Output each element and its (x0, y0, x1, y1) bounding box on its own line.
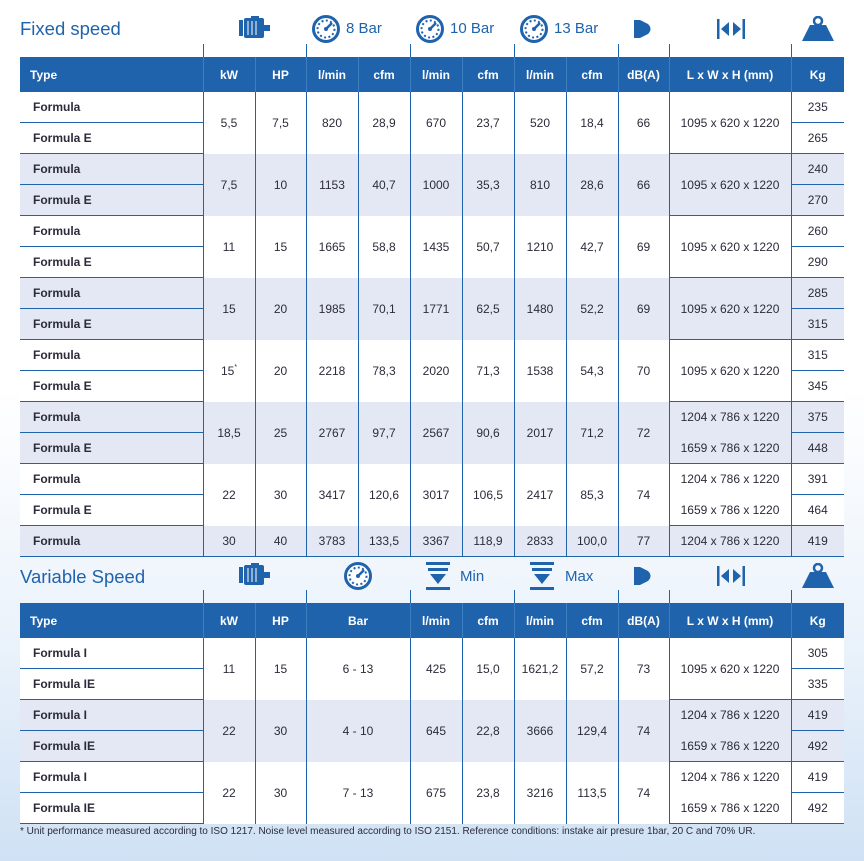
type-cell: Formula I (20, 762, 203, 793)
type-cell: Formula E (20, 309, 203, 340)
weight-cell: 375 (791, 402, 844, 433)
flow-13bar-cell: 1210 (514, 216, 566, 278)
hp-cell: 15 (255, 638, 306, 700)
col-dimensions: L x W x H (mm) (669, 57, 791, 92)
noise-cell: 69 (618, 278, 669, 340)
col-lmin-8bar: l/min (306, 57, 358, 92)
col-lmin-13bar: l/min (514, 57, 566, 92)
cfm-8bar-cell: 58,8 (358, 216, 410, 278)
type-cell: Formula E (20, 123, 203, 154)
cfm-min-cell: 23,8 (462, 762, 514, 824)
flow-max-label: Max (565, 568, 594, 585)
fixed-header-row (20, 57, 844, 92)
col-noise: dB(A) (618, 603, 669, 638)
weight-cell: 305 (791, 638, 844, 669)
table-row (20, 92, 844, 123)
column-separator (203, 590, 204, 603)
flow-max-cell: 1621,2 (514, 638, 566, 700)
dimensions-cell: 1095 x 620 x 1220 (669, 216, 791, 278)
col-type: Type (20, 57, 203, 92)
weight-cell: 260 (791, 216, 844, 247)
flow-8bar-cell: 2767 (306, 402, 358, 464)
dimensions-icon (716, 17, 746, 41)
hp-cell: 7,5 (255, 92, 306, 154)
col-kw: kW (203, 57, 255, 92)
table-row (20, 216, 844, 247)
variable-speed-title: Variable Speed (20, 566, 146, 587)
flow-min-cell: 675 (410, 762, 462, 824)
cfm-10bar-cell: 71,3 (462, 340, 514, 402)
weight-icon (801, 563, 835, 589)
flow-13bar-cell: 520 (514, 92, 566, 154)
col-cfm-13bar: cfm (566, 57, 618, 92)
type-cell: Formula IE (20, 731, 203, 762)
table-row (20, 402, 844, 433)
dimensions-cell: 1204 x 786 x 1220 (669, 464, 791, 495)
type-cell: Formula (20, 464, 203, 495)
flow-13bar-cell: 2017 (514, 402, 566, 464)
type-cell: Formula (20, 154, 203, 185)
table-row (20, 526, 844, 557)
dimensions-cell: 1095 x 620 x 1220 (669, 154, 791, 216)
dimensions-cell: 1095 x 620 x 1220 (669, 638, 791, 700)
cfm-8bar-cell: 120,6 (358, 464, 410, 526)
flow-13bar-cell: 2833 (514, 526, 566, 557)
weight-cell: 285 (791, 278, 844, 309)
cfm-8bar-cell: 97,7 (358, 402, 410, 464)
flow-8bar-cell: 3783 (306, 526, 358, 557)
footnote: * Unit performance measured according to ISO 1217. Noise level measured according to ISO 2151. Reference conditions: instake air presure 1bar, 20 C and 70% UR. (20, 826, 756, 837)
flow-10bar-cell: 2567 (410, 402, 462, 464)
variable-speed-table (20, 603, 844, 824)
weight-cell: 345 (791, 371, 844, 402)
variable-header-row (20, 603, 844, 638)
cfm-8bar-cell: 28,9 (358, 92, 410, 154)
cfm-10bar-cell: 106,5 (462, 464, 514, 526)
kw-cell: 7,5 (203, 154, 255, 216)
type-cell: Formula (20, 278, 203, 309)
bar-range-cell: 7 - 13 (306, 762, 410, 824)
weight-cell: 265 (791, 123, 844, 154)
table-row (20, 638, 844, 669)
weight-cell: 290 (791, 247, 844, 278)
type-cell: Formula E (20, 247, 203, 278)
col-hp: HP (255, 57, 306, 92)
cfm-10bar-cell: 118,9 (462, 526, 514, 557)
type-cell: Formula I (20, 700, 203, 731)
weight-cell: 419 (791, 526, 844, 557)
type-cell: Formula I (20, 638, 203, 669)
speaker-icon (633, 17, 655, 41)
col-cfm-max: cfm (566, 603, 618, 638)
hp-cell: 25 (255, 402, 306, 464)
flow-10bar-cell: 1771 (410, 278, 462, 340)
weight-cell: 492 (791, 731, 844, 762)
column-separator (306, 590, 307, 603)
dimensions-cell: 1659 x 786 x 1220 (669, 793, 791, 824)
type-cell: Formula IE (20, 669, 203, 700)
noise-cell: 77 (618, 526, 669, 557)
weight-cell: 464 (791, 495, 844, 526)
flow-max-icon (529, 561, 555, 591)
weight-cell: 448 (791, 433, 844, 464)
type-cell: Formula E (20, 495, 203, 526)
weight-cell: 419 (791, 700, 844, 731)
type-cell: Formula E (20, 185, 203, 216)
weight-cell: 492 (791, 793, 844, 824)
column-separator (203, 44, 204, 57)
cfm-min-cell: 15,0 (462, 638, 514, 700)
kw-cell: 22 (203, 762, 255, 824)
kw-cell: 5,5 (203, 92, 255, 154)
col-weight: Kg (791, 57, 844, 92)
hp-cell: 30 (255, 700, 306, 762)
type-cell: Formula (20, 92, 203, 123)
flow-min-cell: 425 (410, 638, 462, 700)
noise-cell: 72 (618, 402, 669, 464)
hp-cell: 30 (255, 464, 306, 526)
table-row (20, 154, 844, 185)
col-type: Type (20, 603, 203, 638)
column-separator (791, 590, 792, 603)
col-noise: dB(A) (618, 57, 669, 92)
noise-cell: 66 (618, 92, 669, 154)
hp-cell: 20 (255, 340, 306, 402)
gauge-icon (416, 15, 444, 43)
col-dimensions: L x W x H (mm) (669, 603, 791, 638)
weight-cell: 315 (791, 309, 844, 340)
cfm-8bar-cell: 40,7 (358, 154, 410, 216)
table-row (20, 278, 844, 309)
noise-cell: 74 (618, 464, 669, 526)
flow-10bar-cell: 2020 (410, 340, 462, 402)
flow-13bar-cell: 2417 (514, 464, 566, 526)
noise-cell: 66 (618, 154, 669, 216)
cfm-10bar-cell: 35,3 (462, 154, 514, 216)
footnote-marker: * (234, 363, 238, 371)
flow-min-cell: 645 (410, 700, 462, 762)
gauge-icon (344, 562, 372, 590)
cfm-13bar-cell: 42,7 (566, 216, 618, 278)
flow-13bar-cell: 1480 (514, 278, 566, 340)
kw-cell: 15 (203, 278, 255, 340)
cfm-13bar-cell: 28,6 (566, 154, 618, 216)
cfm-10bar-cell: 23,7 (462, 92, 514, 154)
table-row (20, 700, 844, 731)
cfm-min-cell: 22,8 (462, 700, 514, 762)
flow-8bar-cell: 2218 (306, 340, 358, 402)
cfm-13bar-cell: 85,3 (566, 464, 618, 526)
cfm-13bar-cell: 18,4 (566, 92, 618, 154)
column-separator (514, 590, 515, 603)
kw-cell: 22 (203, 700, 255, 762)
dimensions-cell: 1204 x 786 x 1220 (669, 700, 791, 731)
table-row (20, 762, 844, 793)
col-lmin-10bar: l/min (410, 57, 462, 92)
cfm-8bar-cell: 70,1 (358, 278, 410, 340)
dimensions-cell: 1204 x 786 x 1220 (669, 526, 791, 557)
kw-cell: 30 (203, 526, 255, 557)
hp-cell: 10 (255, 154, 306, 216)
type-cell: Formula E (20, 433, 203, 464)
flow-10bar-cell: 3367 (410, 526, 462, 557)
cfm-max-cell: 113,5 (566, 762, 618, 824)
column-separator (410, 590, 411, 603)
column-separator (306, 44, 307, 57)
kw-cell: 18,5 (203, 402, 255, 464)
dimensions-cell: 1095 x 620 x 1220 (669, 92, 791, 154)
noise-cell: 69 (618, 216, 669, 278)
cfm-max-cell: 129,4 (566, 700, 618, 762)
column-separator (791, 44, 792, 57)
motor-icon (237, 16, 271, 40)
col-lmin-min: l/min (410, 603, 462, 638)
flow-8bar-cell: 3417 (306, 464, 358, 526)
column-separator (669, 44, 670, 57)
hp-cell: 40 (255, 526, 306, 557)
flow-10bar-cell: 3017 (410, 464, 462, 526)
kw-cell: 11 (203, 638, 255, 700)
flow-13bar-cell: 810 (514, 154, 566, 216)
type-cell: Formula (20, 340, 203, 371)
column-separator (669, 590, 670, 603)
type-cell: Formula IE (20, 793, 203, 824)
column-separator (514, 44, 515, 57)
dimensions-cell: 1204 x 786 x 1220 (669, 762, 791, 793)
weight-icon (801, 16, 835, 42)
flow-max-cell: 3666 (514, 700, 566, 762)
kw-cell: 11 (203, 216, 255, 278)
cfm-8bar-cell: 78,3 (358, 340, 410, 402)
flow-13bar-cell: 1538 (514, 340, 566, 402)
col-bar: Bar (306, 603, 410, 638)
type-cell: Formula (20, 526, 203, 557)
fixed-speed-title: Fixed speed (20, 18, 121, 39)
flow-8bar-cell: 1665 (306, 216, 358, 278)
noise-cell: 74 (618, 762, 669, 824)
column-separator (618, 590, 619, 603)
cfm-10bar-cell: 50,7 (462, 216, 514, 278)
noise-cell: 73 (618, 638, 669, 700)
flow-min-label: Min (460, 568, 485, 585)
hp-cell: 20 (255, 278, 306, 340)
flow-min-icon (425, 561, 451, 591)
flow-10bar-cell: 670 (410, 92, 462, 154)
cfm-13bar-cell: 54,3 (566, 340, 618, 402)
gauge-icon (520, 15, 548, 43)
dimensions-cell: 1095 x 620 x 1220 (669, 278, 791, 340)
kw-cell: 15* (203, 340, 255, 402)
flow-8bar-cell: 820 (306, 92, 358, 154)
cfm-8bar-cell: 133,5 (358, 526, 410, 557)
dimensions-cell: 1659 x 786 x 1220 (669, 731, 791, 762)
col-cfm-8bar: cfm (358, 57, 410, 92)
cfm-13bar-cell: 71,2 (566, 402, 618, 464)
flow-8bar-cell: 1985 (306, 278, 358, 340)
bar-range-cell: 6 - 13 (306, 638, 410, 700)
dimensions-cell: 1659 x 786 x 1220 (669, 433, 791, 464)
column-separator (410, 44, 411, 57)
weight-cell: 235 (791, 92, 844, 123)
pressure-label-10: 10 Bar (450, 20, 495, 37)
dimensions-cell: 1095 x 620 x 1220 (669, 340, 791, 402)
type-cell: Formula (20, 402, 203, 433)
hp-cell: 15 (255, 216, 306, 278)
weight-cell: 270 (791, 185, 844, 216)
noise-cell: 74 (618, 700, 669, 762)
pressure-label-8: 8 Bar (346, 20, 382, 37)
motor-icon (237, 563, 271, 587)
hp-cell: 30 (255, 762, 306, 824)
table-row (20, 340, 844, 371)
kw-cell: 22 (203, 464, 255, 526)
cfm-13bar-cell: 100,0 (566, 526, 618, 557)
flow-8bar-cell: 1153 (306, 154, 358, 216)
pressure-label-13: 13 Bar (554, 20, 599, 37)
col-cfm-10bar: cfm (462, 57, 514, 92)
speaker-icon (633, 564, 655, 588)
cfm-max-cell: 57,2 (566, 638, 618, 700)
column-separator (618, 44, 619, 57)
type-cell: Formula E (20, 371, 203, 402)
type-cell: Formula (20, 216, 203, 247)
col-cfm-min: cfm (462, 603, 514, 638)
flow-10bar-cell: 1435 (410, 216, 462, 278)
dimensions-cell: 1204 x 786 x 1220 (669, 402, 791, 433)
col-weight: Kg (791, 603, 844, 638)
table-row (20, 464, 844, 495)
flow-max-cell: 3216 (514, 762, 566, 824)
weight-cell: 335 (791, 669, 844, 700)
weight-cell: 315 (791, 340, 844, 371)
weight-cell: 419 (791, 762, 844, 793)
weight-cell: 240 (791, 154, 844, 185)
noise-cell: 70 (618, 340, 669, 402)
flow-10bar-cell: 1000 (410, 154, 462, 216)
dimensions-icon (716, 564, 746, 588)
bar-range-cell: 4 - 10 (306, 700, 410, 762)
col-hp: HP (255, 603, 306, 638)
col-kw: kW (203, 603, 255, 638)
weight-cell: 391 (791, 464, 844, 495)
cfm-10bar-cell: 62,5 (462, 278, 514, 340)
cfm-10bar-cell: 90,6 (462, 402, 514, 464)
col-lmin-max: l/min (514, 603, 566, 638)
fixed-speed-table (20, 57, 844, 557)
gauge-icon (312, 15, 340, 43)
cfm-13bar-cell: 52,2 (566, 278, 618, 340)
dimensions-cell: 1659 x 786 x 1220 (669, 495, 791, 526)
